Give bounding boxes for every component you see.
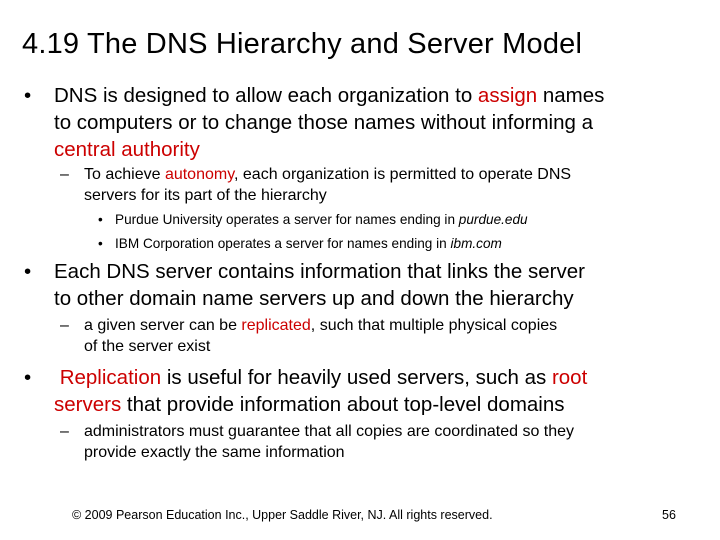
text-run: IBM Corporation operates a server for names ending in <box>115 236 451 251</box>
subbullet-text <box>84 421 574 463</box>
domain-purdue: purdue.edu <box>458 212 528 227</box>
bullet-marker: • <box>98 236 103 251</box>
emphasis-root: root <box>551 366 588 389</box>
bullet-marker: • <box>24 260 32 283</box>
text-run: names <box>537 84 605 107</box>
text-run: that provide information about top-level domains <box>121 393 565 416</box>
bullet-marker: • <box>24 366 32 389</box>
page-number: 56 <box>662 508 676 522</box>
bullet-marker: • <box>24 84 32 107</box>
slide-title: 4.19 The DNS Hierarchy and Server Model <box>22 28 583 60</box>
text-run: Each DNS server contains information that links the server <box>54 260 585 283</box>
emphasis-replicated: replicated <box>241 317 311 334</box>
text-run: provide exactly the same information <box>84 444 345 461</box>
text-run: DNS is designed to allow each organization to <box>54 84 478 107</box>
copyright-footer: © 2009 Pearson Education Inc., Upper Saddle River, NJ. All rights reserved. <box>72 508 493 522</box>
bullet-text <box>54 364 587 418</box>
domain-ibm: ibm.com <box>450 236 502 251</box>
bullet-text <box>54 258 585 312</box>
dash-marker: – <box>60 166 69 183</box>
subbullet-text <box>84 315 557 357</box>
emphasis-replication: Replication <box>59 366 162 389</box>
emphasis-central-authority: central authority <box>54 138 200 161</box>
text-run: Purdue University operates a server for names ending in <box>115 212 459 227</box>
text-run: administrators must guarantee that all copies are coordinated so they <box>84 423 575 440</box>
text-run: To achieve <box>84 166 165 183</box>
text-run: servers for its part of the hierarchy <box>84 187 327 204</box>
text-run: to computers or to change those names without informing a <box>54 111 593 134</box>
text-run: to other domain name servers up and down the hierarchy <box>54 287 574 310</box>
emphasis-assign: assign <box>477 84 538 107</box>
dash-marker: – <box>60 423 69 440</box>
dash-marker: – <box>60 317 69 334</box>
subbullet-text <box>84 164 571 206</box>
text-run: is useful for heavily used servers, such as <box>161 366 552 389</box>
text-run: , such that multiple physical copies <box>310 317 558 334</box>
bullet-marker: • <box>98 212 103 227</box>
text-run: , each organization is permitted to operate DNS <box>234 166 572 183</box>
example-text <box>115 208 528 232</box>
example-text <box>115 232 502 256</box>
bullet-text <box>54 82 604 163</box>
text-run: a given server can be <box>84 317 242 334</box>
emphasis-servers: servers <box>54 393 122 416</box>
emphasis-autonomy: autonomy <box>164 166 235 183</box>
text-run: of the server exist <box>84 338 211 355</box>
